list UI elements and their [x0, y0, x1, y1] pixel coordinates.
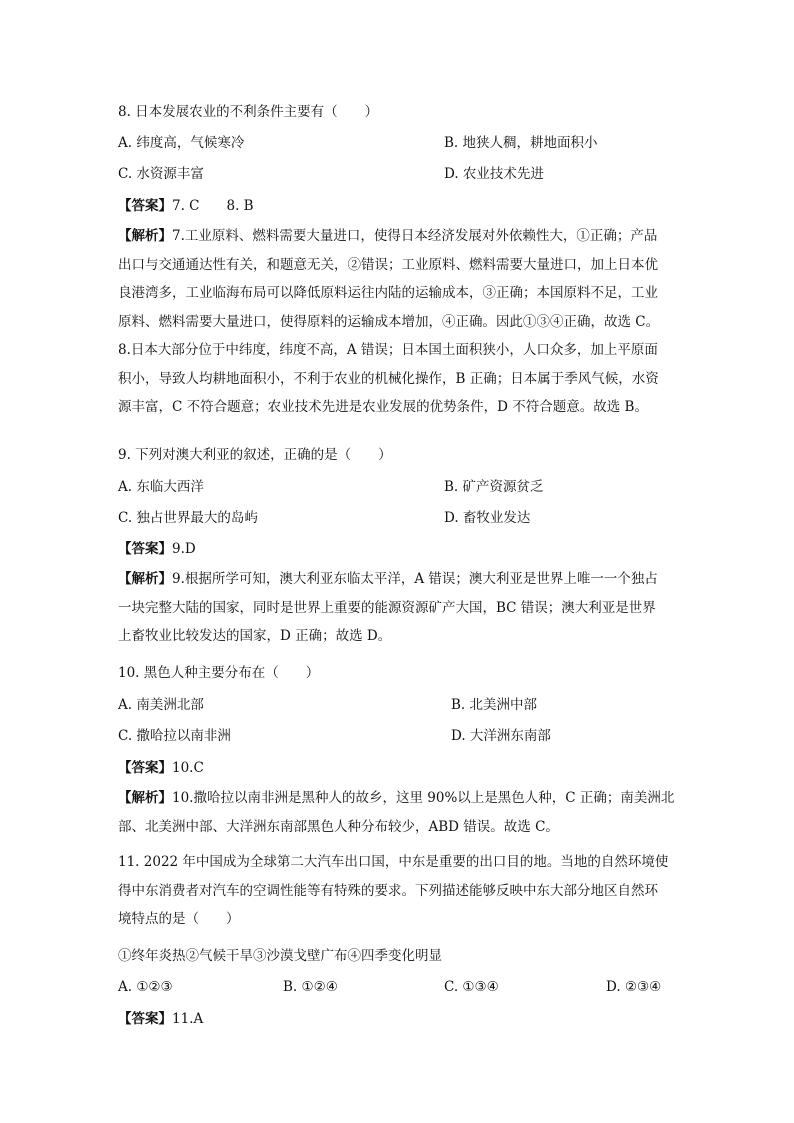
answer-text: 9.D [172, 541, 196, 557]
explanation-line: 积小，导致人均耕地面积小，不利于农业的机械化操作，B 正确；日本属于季风气候，水资 [118, 370, 659, 387]
question-8-option-a: A. 纬度高，气候寒冷 [118, 135, 245, 151]
question-11-option-b: B. ①②④ [283, 979, 338, 995]
question-11-option-d: D. ②③④ [606, 979, 662, 995]
answer-text: 11.A [172, 1011, 204, 1027]
question-11-stem-line: 得中东消费者对汽车的空调性能等有特殊的要求。下列描述能够反映中东大部分地区自然环 [118, 882, 658, 899]
explanation-line: 原料、燃料需要大量进口，使得原料的运输成本增加，④正确。因此①③④正确，故选 C。 [118, 313, 660, 330]
question-11-stem-line: 11. 2022 年中国成为全球第二大汽车出口国，中东是重要的出口目的地。当地的自然环境使 [118, 854, 669, 870]
explanation-line: 出口与交通通达性有关，和题意无关，②错误；工业原料、燃料需要大量进口，加上日本优 [118, 256, 658, 273]
question-11-option-a: A. ①②③ [118, 979, 173, 995]
question-8-option-b: B. 地狭人稠，耕地面积小 [444, 135, 598, 151]
question-9-option-d: D. 畜牧业发达 [444, 510, 531, 526]
answer-tag: 【答案】 [118, 1011, 172, 1027]
explanation-line: 10.撒哈拉以南非洲是黑种人的故乡，这里 90%以上是黑色人种，C 正确；南美洲北 [172, 790, 675, 806]
explanation-line: 9.根据所学可知，澳大利亚东临太平洋，A 错误；澳大利亚是世界上唯一一个独占 [172, 571, 658, 587]
explanation-line: 部、北美洲中部、大洋洲东南部黑色人种分布较少，ABD 错误。故选 C。 [118, 818, 559, 835]
answer-text: 10.C [172, 760, 204, 776]
answer-tag: 【答案】 [118, 541, 172, 557]
explanation-7-8 [118, 222, 678, 422]
explanation-10 [118, 784, 678, 841]
question-11-stem [118, 848, 678, 934]
explanation-9 [118, 565, 678, 651]
question-11-stem-line: 境特点的是（ ） [118, 911, 240, 927]
explanation-line: 7.工业原料、燃料需要大量进口，使得日本经济发展对外依赖性大，①正确；产品 [172, 228, 658, 244]
question-9-option-b: B. 矿产资源贫乏 [444, 479, 544, 495]
explanation-tag: 【解析】 [118, 790, 172, 806]
explanation-line: 8.日本大部分位于中纬度，纬度不高，A 错误；日本国土面积狭小，人口众多，加上平原面 [118, 342, 658, 358]
question-9-stem: 9. 下列对澳大利亚的叙述，正确的是（ ） [118, 447, 392, 463]
question-10-option-c: C. 撒哈拉以南非洲 [118, 728, 231, 744]
explanation-line: 良港湾多，工业临海布局可以降低原料运往内陆的运输成本，③正确；本国原料不足，工业 [118, 285, 658, 301]
question-10-option-d: D. 大洋洲东南部 [451, 728, 551, 744]
explanation-line: 源丰富，C 不符合题意；农业技术先进是农业发展的优势条件，D 不符合题意。故选 B。 [118, 399, 648, 415]
question-8-option-d: D. 农业技术先进 [444, 166, 544, 182]
question-10-option-b: B. 北美洲中部 [451, 697, 538, 713]
question-11-option-c: C. ①③④ [444, 979, 499, 995]
explanation-tag: 【解析】 [118, 571, 172, 587]
question-9-option-c: C. 独占世界最大的岛屿 [118, 510, 258, 526]
answer-tag: 【答案】 [118, 760, 172, 776]
answer-9 [118, 539, 196, 559]
question-9-option-a: A. 东临大西洋 [118, 479, 204, 495]
question-10-option-a: A. 南美洲北部 [118, 697, 204, 713]
question-8-stem: 8. 日本发展农业的不利条件主要有（ ） [118, 104, 379, 120]
question-10-stem: 10. 黑色人种主要分布在（ ） [118, 665, 320, 681]
question-11-items: ①终年炎热②气候干旱③沙漠戈壁广布④四季变化明显 [118, 948, 442, 964]
answer-10 [118, 758, 204, 778]
explanation-tag: 【解析】 [118, 228, 172, 244]
answer-tag: 【答案】 [118, 198, 172, 214]
answer-text: 7. C 8. B [172, 198, 254, 214]
question-8-option-c: C. 水资源丰富 [118, 166, 204, 182]
answer-7-8 [118, 196, 254, 216]
explanation-line: 上畜牧业比较发达的国家，D 正确；故选 D。 [118, 628, 392, 644]
explanation-line: 一块完整大陆的国家，同时是世界上重要的能源资源矿产大国，BC 错误；澳大利亚是世界 [118, 599, 656, 616]
answer-11 [118, 1009, 203, 1029]
